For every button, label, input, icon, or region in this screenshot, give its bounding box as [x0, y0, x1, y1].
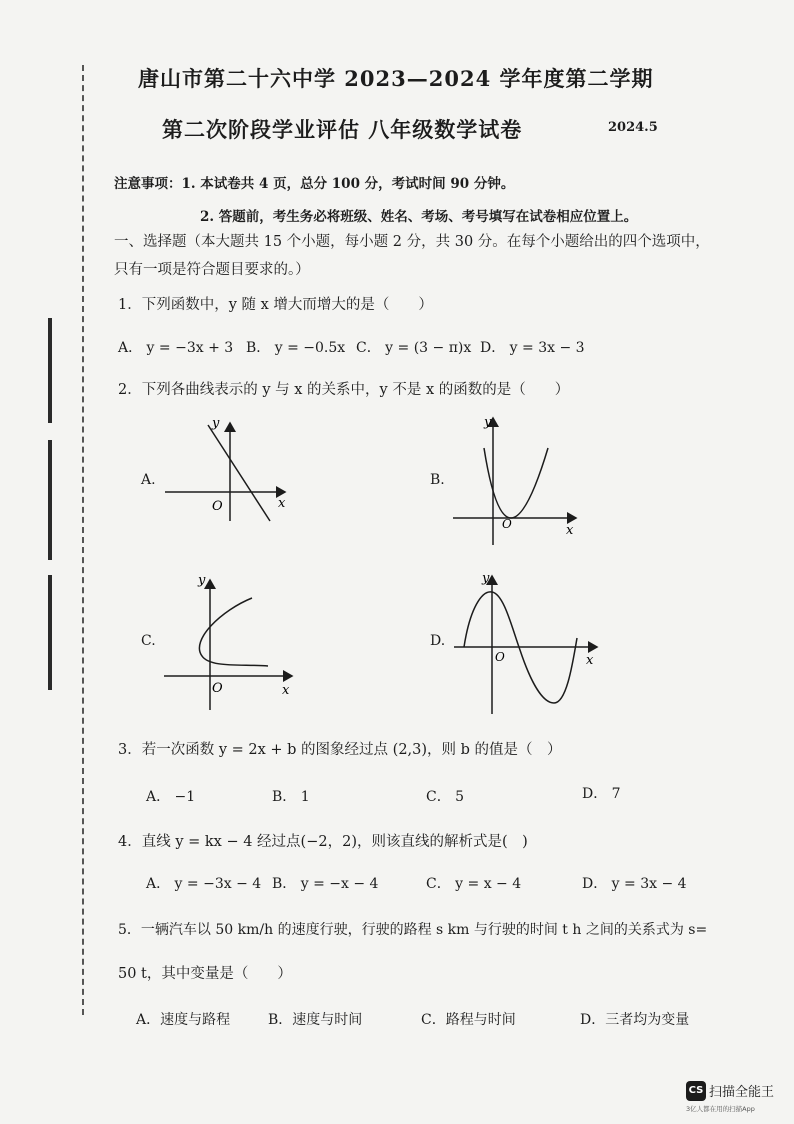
axis-x-label: x — [566, 523, 574, 538]
q1-option-c: C． y = (3 − π)x — [356, 340, 472, 356]
q4-stem: 4．直线 y = kx − 4 经过点(−2，2)，则该直线的解析式是( ) — [118, 834, 528, 850]
axis-y-label: y — [198, 573, 206, 588]
section1-heading-line2: 只有一项是符合题目要求的。） — [114, 262, 310, 278]
binding-margin-line — [82, 65, 88, 1015]
exam-title-line1: 唐山市第二十六中学 2023—2024 学年度第二学期 — [138, 66, 654, 91]
axis-y-label: y — [482, 571, 490, 586]
q2-graph-d — [452, 568, 602, 718]
axis-y-label: y — [484, 415, 492, 430]
scanner-watermark — [686, 1080, 775, 1113]
notes-label: 注意事项： — [114, 176, 182, 192]
margin-mark — [48, 440, 52, 560]
q3-option-d: D． 7 — [582, 786, 621, 802]
axis-x-label: x — [278, 496, 286, 511]
q2-stem: 2．下列各曲线表示的 y 与 x 的关系中，y 不是 x 的函数的是（ ） — [118, 382, 570, 398]
margin-mark — [48, 318, 52, 423]
q3-option-a: A． −1 — [146, 789, 196, 805]
section1-heading-line1: 一、选择题（本大题共 15 个小题，每小题 2 分，共 30 分。在每个小题给出的四个选项中， — [114, 234, 710, 250]
q3-stem: 3．若一次函数 y = 2x + b 的图象经过点 (2,3)，则 b 的值是（ ） — [118, 742, 562, 758]
q3-option-c: C． 5 — [426, 789, 465, 805]
origin-label: O — [212, 681, 223, 696]
notes-item1: 1. 本试卷共 4 页，总分 100 分，考试时间 90 分钟。 — [181, 176, 515, 192]
q1-stem: 1．下列函数中，y 随 x 增大而增大的是（ ） — [118, 297, 433, 313]
q2-option-a-label: A. — [141, 472, 156, 488]
notes-item2: 2. 答题前，考生务必将班级、姓名、考场、考号填写在试卷相应位置上。 — [200, 209, 638, 225]
origin-label: O — [502, 517, 512, 531]
q4-option-a: A． y = −3x − 4 — [146, 876, 262, 892]
q1-option-d: D． y = 3x − 3 — [480, 340, 585, 356]
q2-graph-c — [162, 570, 302, 715]
q1-option-a: A． y = −3x + 3 — [118, 340, 234, 356]
scanner-tagline: 3亿人都在用的扫描App — [686, 1105, 755, 1113]
origin-label: O — [495, 650, 505, 664]
q2-graph-b — [448, 410, 588, 550]
q5-option-d: D．三者均为变量 — [580, 1012, 690, 1028]
axis-x-label: x — [586, 653, 594, 668]
axis-x-label: x — [282, 683, 290, 698]
q4-option-c: C． y = x − 4 — [426, 876, 522, 892]
q5-option-c: C．路程与时间 — [421, 1012, 516, 1028]
origin-label: O — [212, 499, 223, 514]
q2-option-c-label: C. — [141, 633, 156, 649]
exam-title-line2: 第二次阶段学业评估 八年级数学试卷 — [162, 117, 523, 142]
q3-option-b: B． 1 — [272, 789, 310, 805]
notes-line1 — [114, 172, 514, 192]
q2-option-d-label: D. — [430, 633, 446, 649]
q2-option-b-label: B. — [430, 472, 445, 488]
q1-option-b: B． y = −0.5x — [246, 340, 346, 356]
q2-graph-a — [160, 415, 300, 525]
q5-stem-line2: 50 t，其中变量是（ ） — [118, 966, 292, 982]
scanner-name: 扫描全能王 — [709, 1085, 775, 1100]
q5-option-a: A．速度与路程 — [136, 1012, 231, 1028]
margin-mark — [48, 575, 52, 690]
q5-stem-line1: 5．一辆汽车以 50 km/h 的速度行驶，行驶的路程 s km 与行驶的时间 t h 之间的关系式为 s= — [118, 922, 708, 938]
q4-option-b: B． y = −x − 4 — [272, 876, 379, 892]
q4-option-d: D． y = 3x − 4 — [582, 876, 687, 892]
axis-y-label: y — [212, 416, 220, 431]
q5-option-b: B．速度与时间 — [268, 1012, 363, 1028]
exam-date: 2024.5 — [608, 120, 658, 135]
scanner-logo-icon: CS — [686, 1081, 706, 1101]
